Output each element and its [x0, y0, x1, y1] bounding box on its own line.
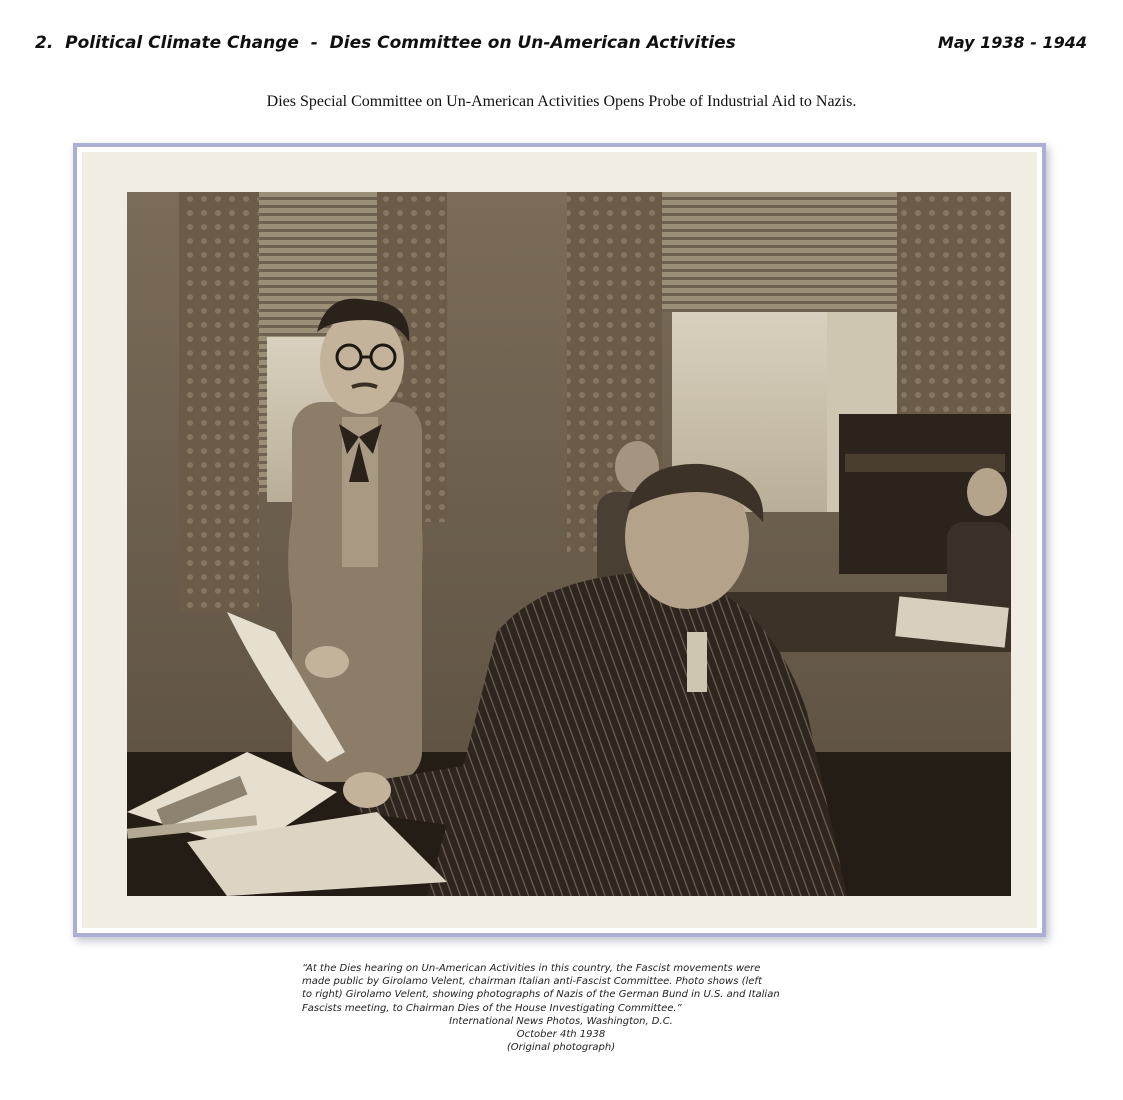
caption-quote-line: to right) Girolamo Velent, showing photographs of Nazis of the German Bund in U.S. and Italian [302, 989, 780, 1001]
historical-photograph [127, 192, 1011, 896]
caption-note: (Original photograph) [506, 1042, 616, 1054]
photograph-illustration [127, 192, 1011, 896]
photo-caption [302, 962, 842, 1054]
caption-quote-line: made public by Girolamo Velent, chairman Italian anti-Fascist Committee. Photo shows (left [302, 976, 762, 988]
photo-headline: Dies Special Committee on Un-American Activities Opens Probe of Industrial Aid to Nazis. [266, 93, 857, 110]
date-range: May 1938 - 1944 [937, 33, 1087, 52]
caption-quote-line: Fascists meeting, to Chairman Dies of the House Investigating Committee.” [302, 1002, 682, 1014]
caption-date: October 4th 1938 [516, 1029, 606, 1041]
caption-quote-line: “At the Dies hearing on Un-American Activities in this country, the Fascist movements were [302, 963, 761, 974]
page-title: 2. Political Climate Change - Dies Committee on Un-American Activities [35, 33, 736, 53]
photo-print-border [82, 152, 1037, 928]
photo-frame [73, 143, 1046, 937]
caption-source: International News Photos, Washington, D.C. [449, 1015, 673, 1027]
